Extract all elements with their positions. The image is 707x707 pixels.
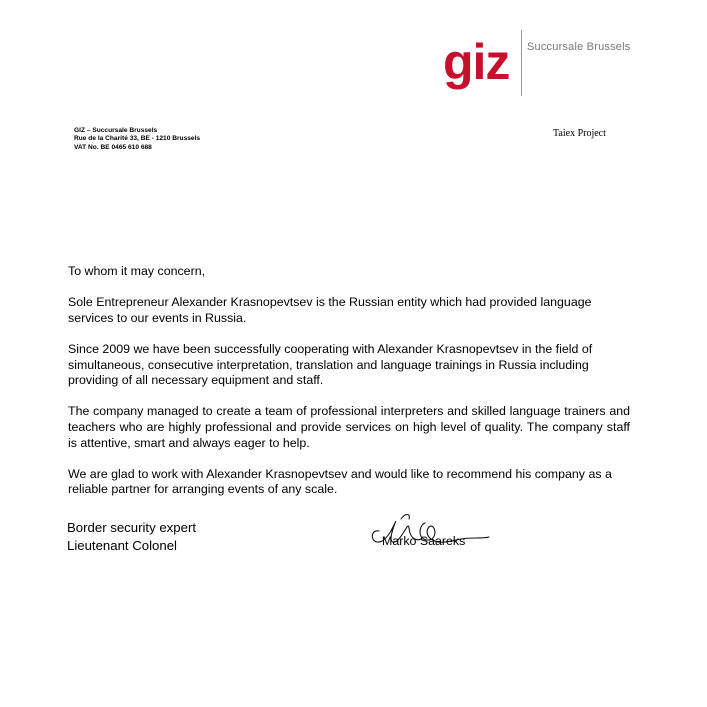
paragraph-2: Since 2009 we have been successfully cooperating with Alexander Krasnopevtsev in the field of simultaneous, consecutive interpretation, translation and language trainings in Russia including providing of all necessary equipment and staff. <box>68 341 593 388</box>
logo-divider <box>521 30 522 96</box>
signatory-position: Border security expert <box>67 520 196 535</box>
project-label: Taiex Project <box>553 128 606 139</box>
signatory-title <box>67 519 196 554</box>
salutation: To whom it may concern, <box>68 264 206 278</box>
signer-name: Marko Saareks <box>382 534 466 548</box>
sender-address <box>74 127 200 152</box>
letter-body <box>68 264 630 514</box>
sender-name: GIZ – Succursale Brussels <box>74 127 158 134</box>
paragraph-1: Sole Entrepreneur Alexander Krasnopevtsev is the Russian entity which had provided language services to our events in Russia. <box>68 295 592 325</box>
signatory-rank: Lieutenant Colonel <box>67 537 177 553</box>
paragraph-3: The company managed to create a team of professional interpreters and skilled language trainers and teachers who are highly professional and provide services on high level of quality. The company staff is attentive, smart and always eager to help. <box>68 404 630 450</box>
paragraph-4: We are glad to work with Alexander Krasnopevtsev and would like to recommend his company as a reliable partner for arranging events of any scale. <box>68 466 612 497</box>
sender-street: Rue de la Charité 33, BE - 1210 Brussels <box>74 135 201 143</box>
logo-subtitle: Succursale Brussels <box>527 41 631 53</box>
sender-vat: VAT No. BE 0465 610 688 <box>74 143 152 151</box>
handwritten-signature <box>365 509 500 554</box>
logo-mark: giz <box>443 34 510 90</box>
